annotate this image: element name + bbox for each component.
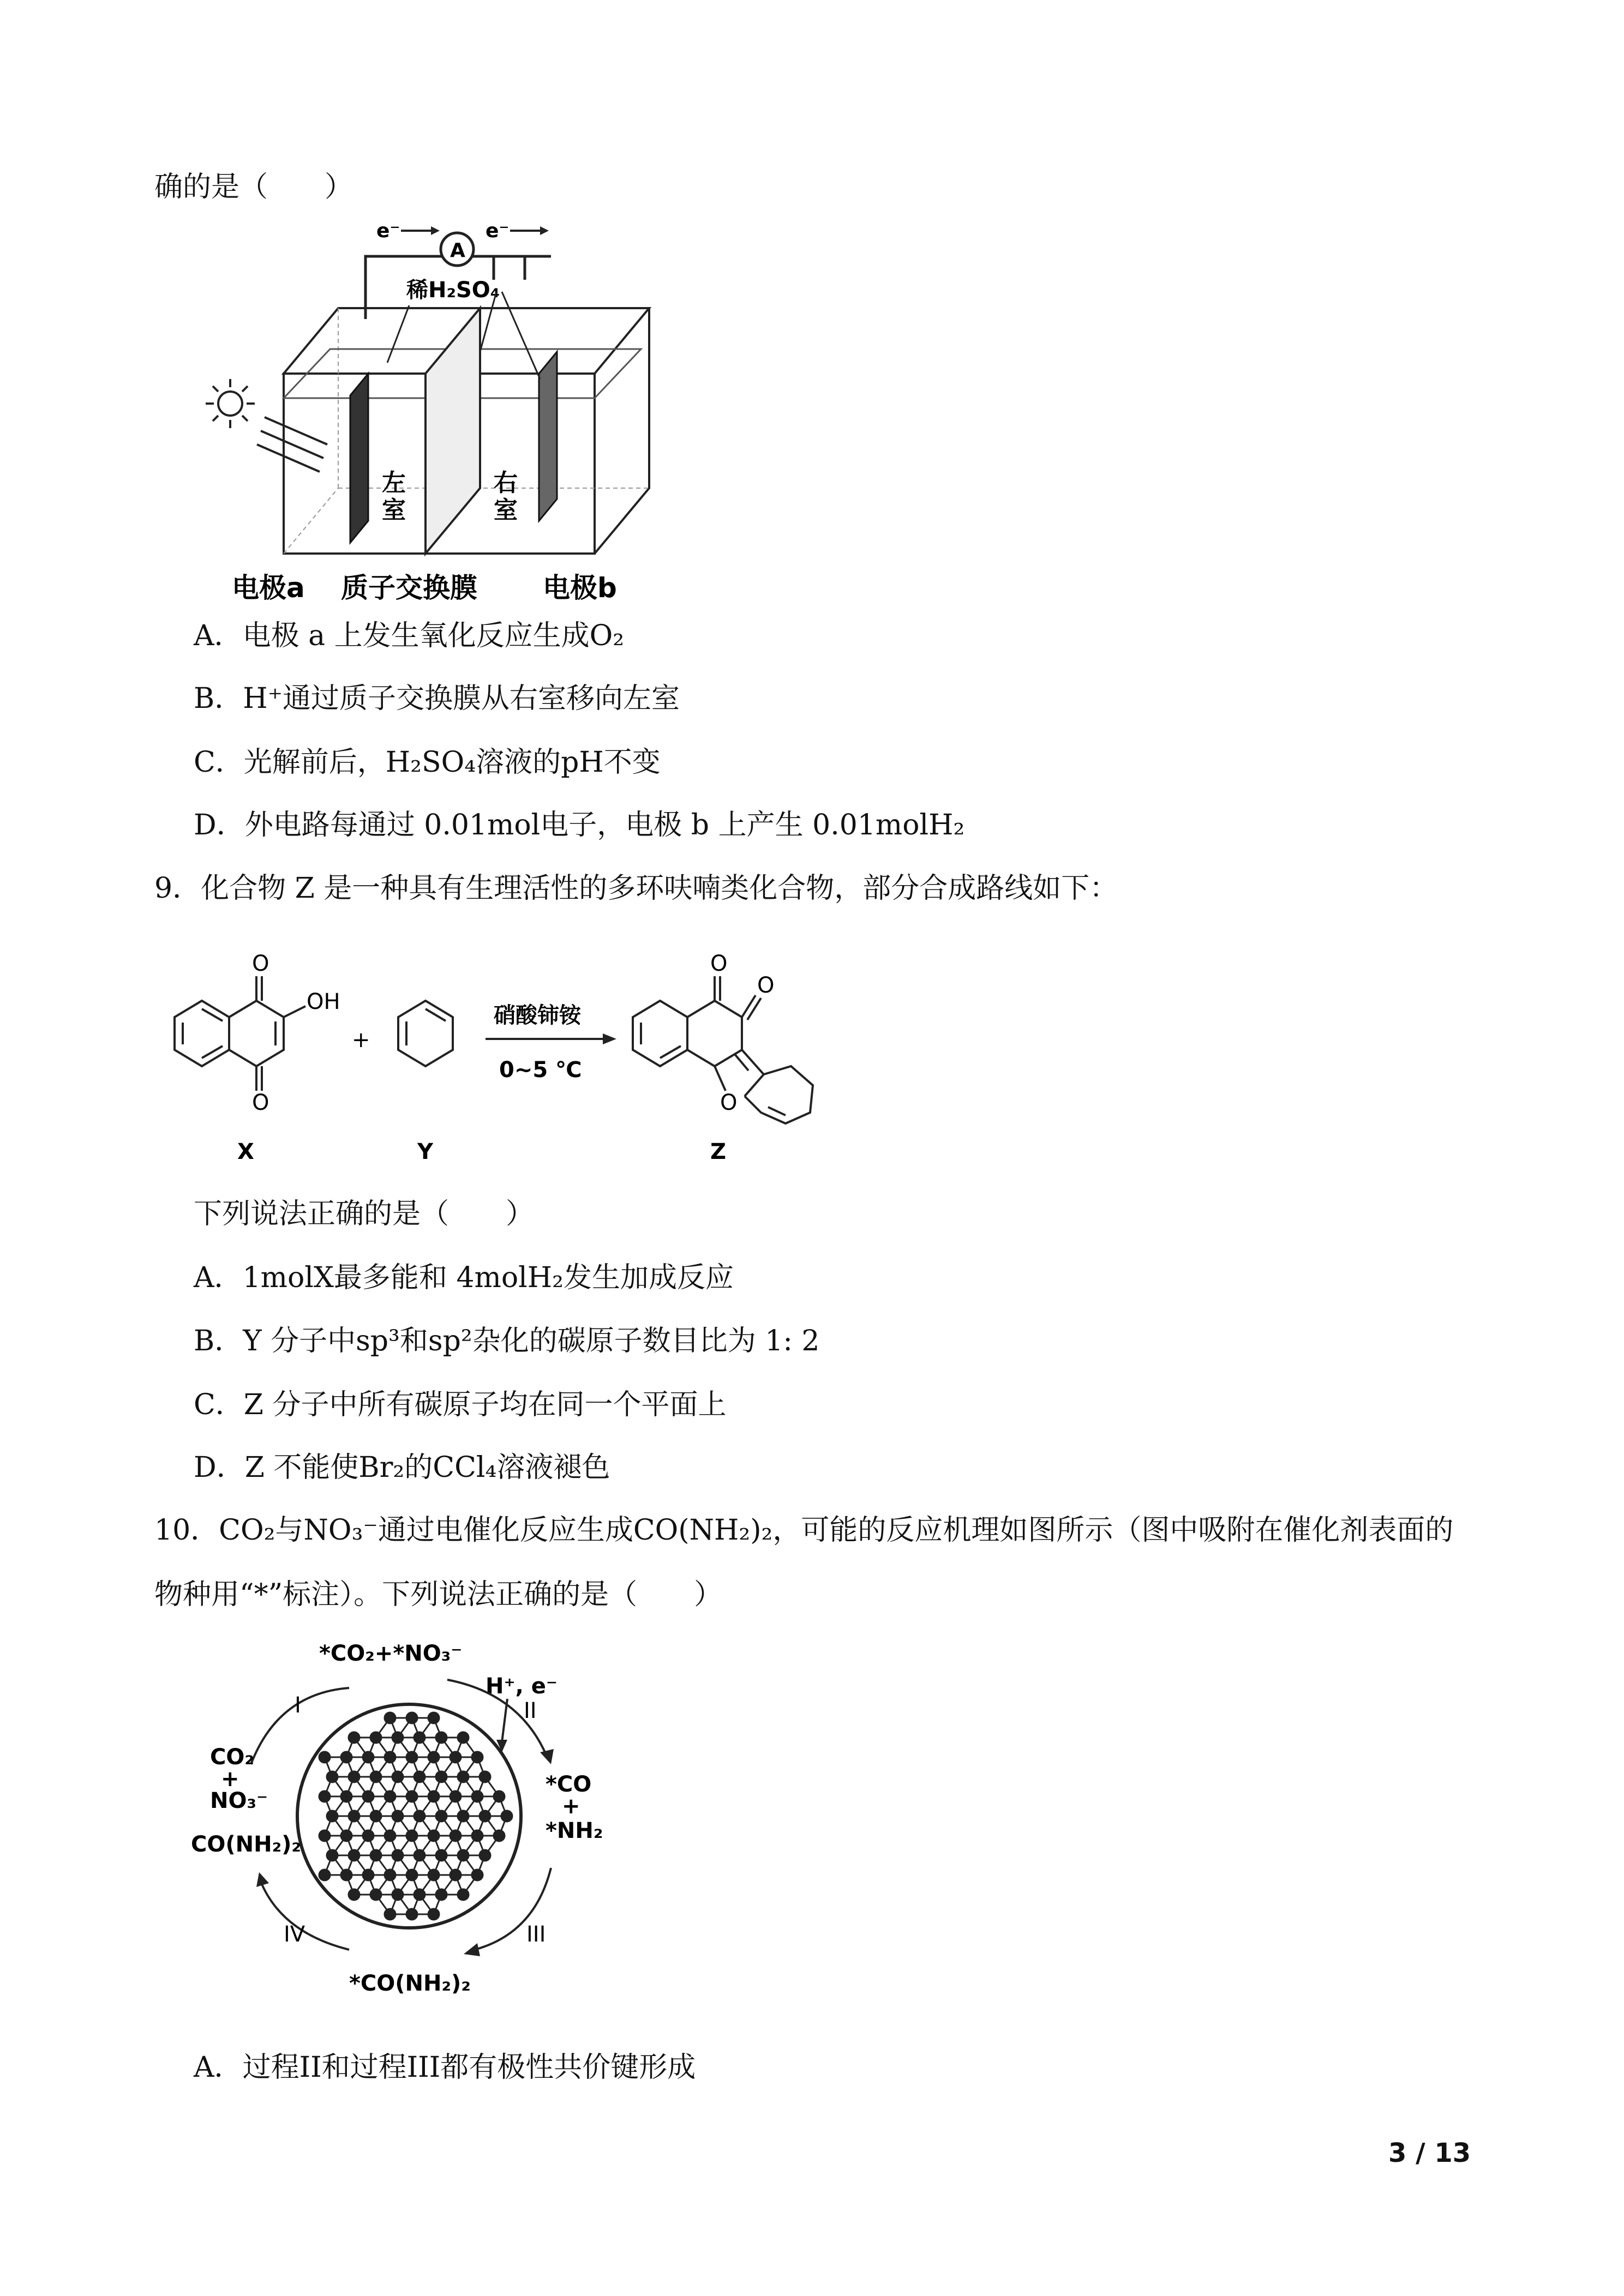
left-co2-label: CO₂ (210, 1745, 254, 1770)
right-nh2-label: *NH₂ (546, 1818, 603, 1843)
lattice-atom (494, 1830, 505, 1841)
q10-option-a (194, 2051, 696, 2084)
left-no3-label: NO₃⁻ (210, 1788, 268, 1813)
option-letter: C． (194, 1389, 244, 1421)
electrolyte-label: 稀H₂SO₄ (406, 278, 500, 303)
q10-stem-line2: 物种用“*”标注）。下列说法正确的是（ ） (154, 1578, 723, 1611)
option-letter: B． (194, 682, 243, 715)
electrode-a (350, 374, 368, 543)
option-text: 电极 a 上发生氧化反应生成O₂ (242, 620, 625, 652)
x-carbonyl-o-top: O (252, 951, 269, 976)
membrane-label: 质子交换膜 (341, 572, 477, 604)
mechanism-cycle (191, 1628, 627, 1999)
electrode-b-label: 电极b (543, 572, 617, 604)
option-text: H⁺通过质子交换膜从右室移向左室 (243, 682, 680, 715)
electrode-b (539, 352, 557, 521)
electron-label-right: e⁻ (486, 220, 510, 242)
q8-stem-tail: 确的是（ ） (154, 171, 353, 203)
q8-option-d (194, 808, 964, 842)
compound-y-structure (398, 1001, 453, 1066)
left-plus-label: + (221, 1766, 239, 1792)
compound-y-label: Y (417, 1139, 433, 1164)
q8-option-a (194, 619, 624, 653)
q10-mechanism-figure (191, 1628, 627, 1999)
right-plus-label: + (562, 1794, 580, 1819)
reagent-label: 硝酸铈铵 (494, 1003, 581, 1028)
x-hydroxyl: OH (307, 989, 340, 1014)
option-letter: A． (194, 2051, 243, 2084)
electron-label-left: e⁻ (376, 220, 400, 242)
right-co-label: *CO (546, 1772, 592, 1797)
electrode-a-label: 电极a (232, 572, 305, 604)
option-text: Z 分子中所有碳原子均在同一个平面上 (243, 1389, 727, 1421)
z-furan-o: O (720, 1090, 738, 1115)
left-room-label-1: 左 (382, 469, 406, 497)
proton-exchange-membrane (426, 308, 480, 554)
q9-option-a (194, 1261, 734, 1295)
ammeter-label: A (450, 239, 465, 262)
step-ii-label: II (524, 1698, 537, 1723)
q9-option-c (194, 1388, 726, 1422)
z-carbonyl-o2: O (757, 973, 775, 998)
q9-sub-question: 下列说法正确的是（ ） (194, 1198, 535, 1230)
q9-option-d (194, 1451, 610, 1484)
lattice-atom (428, 1909, 439, 1920)
q10-stem-line1: 10．CO₂与NO₃⁻通过电催化反应生成CO(NH₂)₂，可能的反应机理如图所示（图中吸附在催化剂表面的 (154, 1514, 1454, 1547)
option-letter: A． (194, 1261, 243, 1294)
compound-z-label: Z (710, 1139, 727, 1164)
adsorbed-urea-label: *CO(NH₂)₂ (349, 1971, 471, 1996)
option-text: 外电路每通过 0.01mol电子，电极 b 上产生 0.01molH₂ (244, 809, 965, 842)
page-number: 3 / 13 (1388, 2138, 1471, 2168)
lattice-atom (472, 1870, 483, 1880)
option-text: 光解前后，H₂SO₄溶液的pH不变 (243, 746, 661, 779)
step-iv-label: IV (284, 1922, 305, 1947)
option-text: Z 不能使Br₂的CCl₄溶液褪色 (244, 1451, 610, 1484)
x-carbonyl-o-bottom: O (252, 1090, 269, 1115)
option-text: 1molX最多能和 4molH₂发生加成反应 (242, 1261, 734, 1294)
left-room-label-2: 室 (382, 496, 406, 524)
proton-electron-label: H⁺, e⁻ (486, 1674, 558, 1699)
option-text: 过程II和过程III都有极性共价键形成 (242, 2051, 696, 2084)
adsorbed-reactants-label: *CO₂+*NO₃⁻ (319, 1641, 463, 1666)
cell-diagram (191, 215, 655, 608)
q8-option-b (194, 682, 680, 716)
compound-x-structure (175, 976, 305, 1091)
z-carbonyl-o1: O (710, 951, 728, 976)
q9-option-b (194, 1324, 819, 1358)
q9-reaction-figure (158, 946, 884, 1175)
option-letter: C． (194, 746, 244, 779)
option-letter: D． (194, 1451, 245, 1484)
q8-option-c (194, 746, 661, 779)
sun-icon (206, 379, 255, 428)
condition-label: 0~5 ℃ (499, 1057, 582, 1083)
option-letter: A． (194, 620, 243, 652)
right-room-label-1: 右 (494, 469, 518, 497)
compound-x-label: X (237, 1139, 254, 1164)
option-letter: B． (194, 1325, 243, 1357)
plus-sign: + (352, 1027, 370, 1053)
option-letter: D． (194, 809, 245, 842)
step-iii-label: III (526, 1922, 546, 1947)
step-i-label: I (295, 1693, 301, 1718)
left-urea-label: CO(NH₂)₂ (191, 1832, 301, 1857)
reaction-scheme (158, 946, 884, 1175)
q8-cell-figure (191, 215, 655, 608)
q9-stem: 9．化合物 Z 是一种具有生理活性的多环呋喃类化合物，部分合成路线如下： (154, 872, 1118, 905)
right-room-label-2: 室 (494, 496, 518, 524)
option-text: Y 分子中sp³和sp²杂化的碳原子数目比为 1: 2 (243, 1325, 820, 1357)
